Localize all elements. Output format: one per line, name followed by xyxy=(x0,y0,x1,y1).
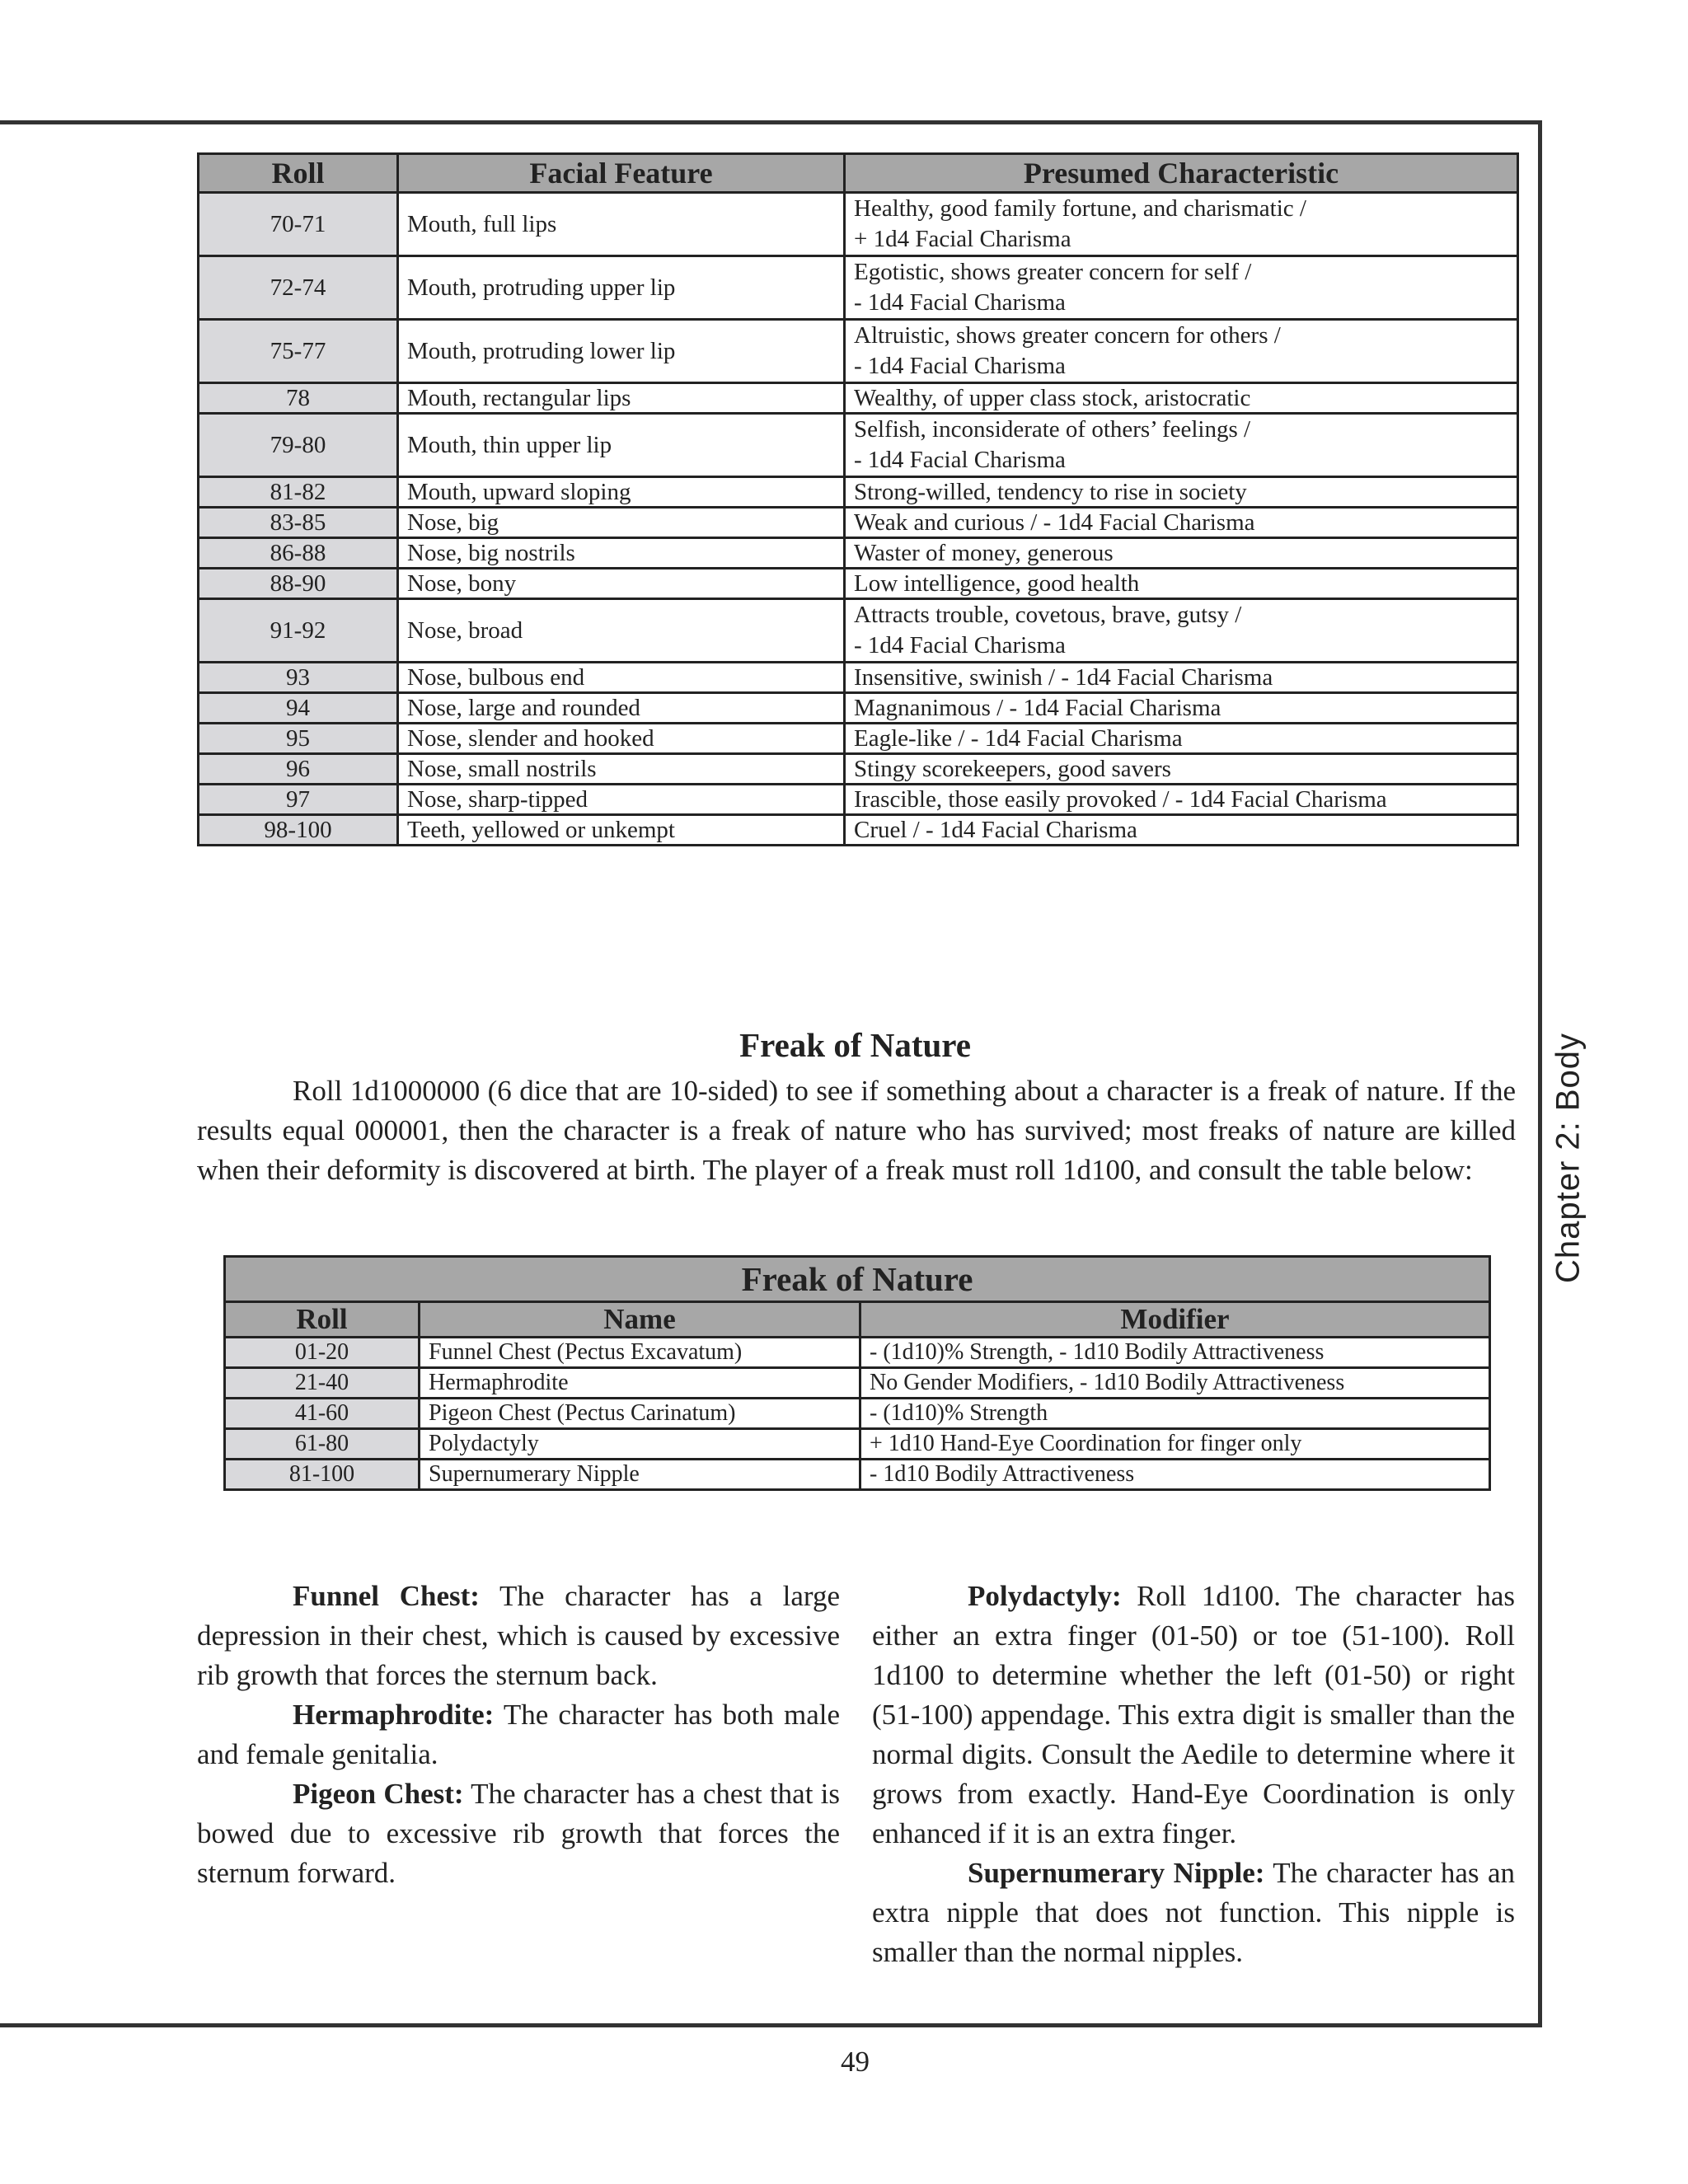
characteristic-cell xyxy=(845,663,1518,693)
freak-of-nature-table xyxy=(223,1255,1491,1491)
table-row xyxy=(199,414,1518,477)
page-number: 49 xyxy=(841,2046,870,2078)
intro-text: Roll 1d1000000 (6 dice that are 10-sided) to see if something about a character is a freak of nature. If the results equal 000001, then the character is a freak of nature who has survived; most freaks of nature are killed when their deformity is discovered at birth. The player of a freak must roll 1d100, and consult the table below: xyxy=(197,1075,1516,1186)
roll-cell: 21-40 xyxy=(225,1368,420,1399)
characteristic-line: Eagle-like / - 1d4 Facial Charisma xyxy=(854,725,1183,752)
funnel-chest-text: The character has a large depression in their chest, which is caused by excessive rib growth that forces the sternum back. xyxy=(197,1580,840,1691)
column-header-presumed-characteristic: Presumed Characteristic xyxy=(845,154,1518,193)
facial-feature-cell: Nose, small nostrils xyxy=(398,754,845,785)
chapter-side-tab xyxy=(1544,952,1593,1364)
table-header-row xyxy=(225,1302,1490,1338)
characteristic-line: Irascible, those easily provoked / - 1d4 Facial Charisma xyxy=(854,786,1387,813)
modifier-cell: No Gender Modifiers, - 1d10 Bodily Attractiveness xyxy=(860,1368,1490,1399)
table-row xyxy=(199,256,1518,320)
characteristic-line: Cruel / - 1d4 Facial Charisma xyxy=(854,817,1137,843)
characteristic-modifier-line: + 1d4 Facial Charisma xyxy=(854,226,1071,252)
characteristic-line: Magnanimous / - 1d4 Facial Charisma xyxy=(854,695,1221,721)
characteristic-cell xyxy=(845,785,1518,815)
facial-feature-cell: Mouth, protruding upper lip xyxy=(398,256,845,320)
table-row xyxy=(225,1368,1490,1399)
table-row xyxy=(199,569,1518,599)
characteristic-cell xyxy=(845,508,1518,538)
characteristic-cell xyxy=(845,724,1518,754)
name-cell: Hermaphrodite xyxy=(420,1368,860,1399)
facial-feature-cell: Nose, big xyxy=(398,508,845,538)
characteristic-cell xyxy=(845,569,1518,599)
characteristic-line: Weak and curious / - 1d4 Facial Charisma xyxy=(854,509,1255,536)
roll-cell: 93 xyxy=(199,663,398,693)
roll-cell: 41-60 xyxy=(225,1399,420,1429)
modifier-cell: + 1d10 Hand-Eye Coordination for finger only xyxy=(860,1429,1490,1460)
column-header-modifier: Modifier xyxy=(860,1302,1490,1338)
table-row xyxy=(199,693,1518,724)
table-row xyxy=(225,1460,1490,1490)
characteristic-line: Stingy scorekeepers, good savers xyxy=(854,756,1171,782)
table-row xyxy=(199,508,1518,538)
name-cell: Polydactyly xyxy=(420,1429,860,1460)
column-header-name: Name xyxy=(420,1302,860,1338)
roll-cell: 78 xyxy=(199,383,398,414)
characteristic-line: Healthy, good family fortune, and charismatic / xyxy=(854,195,1306,222)
roll-cell: 96 xyxy=(199,754,398,785)
characteristic-line: Low intelligence, good health xyxy=(854,570,1140,597)
characteristic-cell xyxy=(845,538,1518,569)
roll-cell: 83-85 xyxy=(199,508,398,538)
hermaphrodite-paragraph xyxy=(197,1695,840,1774)
roll-cell: 75-77 xyxy=(199,320,398,383)
pigeon-chest-paragraph xyxy=(197,1774,840,1893)
name-cell: Supernumerary Nipple xyxy=(420,1460,860,1490)
characteristic-cell xyxy=(845,477,1518,508)
characteristic-line: Strong-willed, tendency to rise in society xyxy=(854,479,1247,505)
facial-feature-cell: Nose, slender and hooked xyxy=(398,724,845,754)
characteristic-cell xyxy=(845,599,1518,663)
section-title: Freak of Nature xyxy=(739,1026,971,1064)
characteristic-cell xyxy=(845,815,1518,846)
facial-feature-cell: Mouth, thin upper lip xyxy=(398,414,845,477)
name-cell: Pigeon Chest (Pectus Carinatum) xyxy=(420,1399,860,1429)
characteristic-modifier-line: - 1d4 Facial Charisma xyxy=(854,447,1066,473)
roll-cell: 70-71 xyxy=(199,193,398,256)
facial-feature-cell: Nose, big nostrils xyxy=(398,538,845,569)
facial-feature-cell: Mouth, protruding lower lip xyxy=(398,320,845,383)
descriptions-left-column xyxy=(197,1577,840,1893)
modifier-cell: - 1d10 Bodily Attractiveness xyxy=(860,1460,1490,1490)
supernumerary-nipple-paragraph xyxy=(872,1854,1515,1972)
table-header-row xyxy=(199,154,1518,193)
facial-feature-cell: Mouth, rectangular lips xyxy=(398,383,845,414)
name-cell: Funnel Chest (Pectus Excavatum) xyxy=(420,1338,860,1368)
table-row xyxy=(225,1429,1490,1460)
table-caption-row xyxy=(225,1257,1490,1302)
chapter-label: Chapter 2: Body xyxy=(1550,1032,1587,1284)
hermaphrodite-term: Hermaphrodite: xyxy=(293,1699,495,1731)
modifier-cell: - (1d10)% Strength, - 1d10 Bodily Attractiveness xyxy=(860,1338,1490,1368)
page-frame-bottom xyxy=(0,2023,1542,2027)
table-caption: Freak of Nature xyxy=(225,1257,1490,1302)
table-row xyxy=(199,663,1518,693)
characteristic-line: Waster of money, generous xyxy=(854,540,1114,566)
characteristic-cell xyxy=(845,383,1518,414)
roll-cell: 97 xyxy=(199,785,398,815)
characteristic-cell xyxy=(845,320,1518,383)
characteristic-cell xyxy=(845,193,1518,256)
characteristic-line: Insensitive, swinish / - 1d4 Facial Charisma xyxy=(854,664,1273,691)
pigeon-chest-term: Pigeon Chest: xyxy=(293,1778,464,1810)
table-row xyxy=(199,538,1518,569)
polydactyly-text: Roll 1d100. The character has either an extra finger (01-50) or toe (51-100). Roll 1d100 to determine whether the left (01-50) or right (51-100) appendage. This extra digit is smaller than the normal digits. Consult the Aedile to determine where it grows from exactly. Hand-Eye Coordination is only enhanced if it is an extra finger. xyxy=(872,1580,1515,1849)
polydactyly-term: Polydactyly: xyxy=(968,1580,1122,1612)
table-row xyxy=(199,599,1518,663)
facial-feature-cell: Mouth, upward sloping xyxy=(398,477,845,508)
supernumerary-nipple-text: The character has an extra nipple that does not function. This nipple is smaller than the normal nipples. xyxy=(872,1857,1515,1968)
characteristic-cell xyxy=(845,256,1518,320)
facial-feature-cell: Nose, broad xyxy=(398,599,845,663)
page-frame-top xyxy=(0,120,1541,124)
roll-cell: 79-80 xyxy=(199,414,398,477)
facial-feature-cell: Nose, sharp-tipped xyxy=(398,785,845,815)
page-frame-right xyxy=(1538,120,1542,2027)
pigeon-chest-text: The character has a chest that is bowed due to excessive rib growth that forces the sternum forward. xyxy=(197,1778,840,1889)
characteristic-line: Egotistic, shows greater concern for self / xyxy=(854,259,1252,285)
column-header-roll: Roll xyxy=(225,1302,420,1338)
roll-cell: 95 xyxy=(199,724,398,754)
facial-feature-table xyxy=(197,152,1519,846)
characteristic-line: Selfish, inconsiderate of others’ feelings / xyxy=(854,416,1251,443)
table-row xyxy=(199,724,1518,754)
roll-cell: 01-20 xyxy=(225,1338,420,1368)
characteristic-modifier-line: - 1d4 Facial Charisma xyxy=(854,632,1066,658)
characteristic-modifier-line: - 1d4 Facial Charisma xyxy=(854,289,1066,316)
table-row xyxy=(199,477,1518,508)
roll-cell: 81-100 xyxy=(225,1460,420,1490)
roll-cell: 91-92 xyxy=(199,599,398,663)
roll-cell: 86-88 xyxy=(199,538,398,569)
table-row xyxy=(199,193,1518,256)
facial-feature-cell: Nose, large and rounded xyxy=(398,693,845,724)
roll-cell: 98-100 xyxy=(199,815,398,846)
table-row xyxy=(225,1399,1490,1429)
roll-cell: 94 xyxy=(199,693,398,724)
column-header-roll: Roll xyxy=(199,154,398,193)
facial-feature-cell: Teeth, yellowed or unkempt xyxy=(398,815,845,846)
roll-cell: 61-80 xyxy=(225,1429,420,1460)
facial-feature-cell: Nose, bulbous end xyxy=(398,663,845,693)
roll-cell: 72-74 xyxy=(199,256,398,320)
characteristic-line: Altruistic, shows greater concern for others / xyxy=(854,322,1281,349)
table-row xyxy=(199,383,1518,414)
characteristic-line: Attracts trouble, covetous, brave, gutsy / xyxy=(854,602,1242,628)
polydactyly-paragraph xyxy=(872,1577,1515,1854)
funnel-chest-paragraph xyxy=(197,1577,840,1695)
table-row xyxy=(199,785,1518,815)
descriptions-right-column xyxy=(872,1577,1515,1972)
modifier-cell: - (1d10)% Strength xyxy=(860,1399,1490,1429)
characteristic-modifier-line: - 1d4 Facial Charisma xyxy=(854,353,1066,379)
characteristic-cell xyxy=(845,414,1518,477)
facial-feature-cell: Nose, bony xyxy=(398,569,845,599)
table-row xyxy=(199,815,1518,846)
funnel-chest-term: Funnel Chest: xyxy=(293,1580,480,1612)
table-row xyxy=(199,320,1518,383)
table-row xyxy=(225,1338,1490,1368)
characteristic-cell xyxy=(845,754,1518,785)
facial-feature-cell: Mouth, full lips xyxy=(398,193,845,256)
characteristic-cell xyxy=(845,693,1518,724)
hermaphrodite-text: The character has both male and female genitalia. xyxy=(197,1699,840,1770)
column-header-facial-feature: Facial Feature xyxy=(398,154,845,193)
intro-paragraph xyxy=(197,1071,1516,1190)
characteristic-line: Wealthy, of upper class stock, aristocratic xyxy=(854,385,1251,411)
roll-cell: 88-90 xyxy=(199,569,398,599)
roll-cell: 81-82 xyxy=(199,477,398,508)
supernumerary-nipple-term: Supernumerary Nipple: xyxy=(968,1857,1265,1889)
table-row xyxy=(199,754,1518,785)
